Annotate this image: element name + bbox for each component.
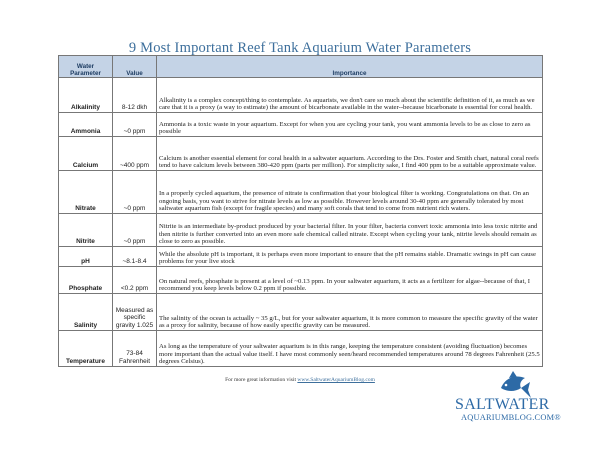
table-row [59,214,543,247]
parameter-value: ~8.1-8.4 [113,247,157,267]
table-row [59,137,543,171]
table-row [59,247,543,267]
header-parameter: Water Parameter [59,56,113,78]
logo [455,368,561,428]
footer-text: For more great information visit [225,377,296,383]
parameter-importance: Nitrite is an intermediate by-product produced by your bacterial filter. In your filter, bacteria convert toxic ammonia into less toxic nitrite and then nitrite is further converted into an even more safe chemical called nitrate. Except when cycling your tank, nitrite levels should remain as close to zero as possible. [157,214,543,247]
parameter-name: Phosphate [59,267,113,294]
logo-line2 [461,413,561,422]
table-row [59,331,543,367]
parameter-importance: Calcium is another essential element for coral health in a saltwater aquarium. According to the Drs. Foster and Smith chart, natural coral reefs tend to have calcium levels between 380-420 ppm (parts per million). For simplicity sake, I find 400 ppm to be a suitable approximate value. [157,137,543,171]
page-title: 9 Most Important Reef Tank Aquarium Water Parameters [128,40,472,56]
parameter-value: ~0 ppm [113,113,157,137]
parameter-value: ~0 ppm [113,171,157,214]
table-row [59,171,543,214]
header-value: Value [113,56,157,78]
parameter-name: Ammonia [59,113,113,137]
parameter-name: Salinity [59,294,113,331]
footer-link[interactable]: www.SaltwaterAquariumBlog.com [297,377,375,383]
logo-line1: SALTWATER [455,396,550,413]
registered-mark: ® [554,413,561,422]
parameter-value: ~0 ppm [113,214,157,247]
table-row [59,294,543,331]
parameter-value: Measured as specific gravity 1.025 [113,294,157,331]
parameter-importance: The salinity of the ocean is actually ~ 35 g/L, but for your saltwater aquarium, it is more common to measure the specific gravity of the water as a proxy for salinity, because of how easily specific gravity can be measured. [157,294,543,331]
parameter-importance: As long as the temperature of your saltwater aquarium is in this range, keeping the temperature consistent (avoiding fluctuation) becomes more important than the actual value itself. I have most commonly seen/heard recommended temperatures around 78 degrees Fahrenheit (25.5 degrees Celsius). [157,331,543,367]
table-header-row [59,56,543,78]
parameter-name: Calcium [59,137,113,171]
parameter-name: Nitrite [59,214,113,247]
table-row [59,78,543,113]
parameter-value: 73-84 Fahrenheit [113,331,157,367]
table-row [59,267,543,294]
parameter-name: pH [59,247,113,267]
parameter-importance: In a properly cycled aquarium, the presence of nitrate is confirmation that your biological filter is working. Congratulations on that. On an ongoing basis, you want to strive for nitrate levels as low as possible. However levels around 30-40 ppm are generally tolerated by most saltwater aquarium fish (except for fragile species) and many soft corals that tend to come from nutrient rich waters. [157,171,543,214]
parameter-importance: On natural reefs, phosphate is present at a level of ~0.13 ppm. In your saltwater aquarium, it acts as a fertilizer for algae--because of that, I recommend you keep levels below 0.2 ppm if possible. [157,267,543,294]
parameter-value: <0.2 ppm [113,267,157,294]
logo-line2-text: AQUARIUMBLOG.COM [461,413,555,422]
table-row [59,113,543,137]
parameter-name: Temperature [59,331,113,367]
parameter-importance: Ammonia is a toxic waste in your aquarium. Except for when you are cycling your tank, you want ammonia levels to be as close to zero as possible [157,113,543,137]
parameter-name: Alkalinity [59,78,113,113]
parameter-importance: Alkalinity is a complex concept/thing to contemplate. As aquarists, we don't care so much about the scientific definition of it, as much as we care that it is a proxy (a way to estimate) the amount of bicarbonate available in the water--because bicarbonate is essential for coral health. [157,78,543,113]
parameter-value: 8-12 dkh [113,78,157,113]
header-importance: Importance [157,56,543,78]
parameter-value: ~400 ppm [113,137,157,171]
parameter-name: Nitrate [59,171,113,214]
parameter-importance: While the absolute pH is important, it is perhaps even more important to ensure that the pH remains stable. Dramatic swings in pH can cause problems for your live stock [157,247,543,267]
parameters-table [58,55,543,367]
